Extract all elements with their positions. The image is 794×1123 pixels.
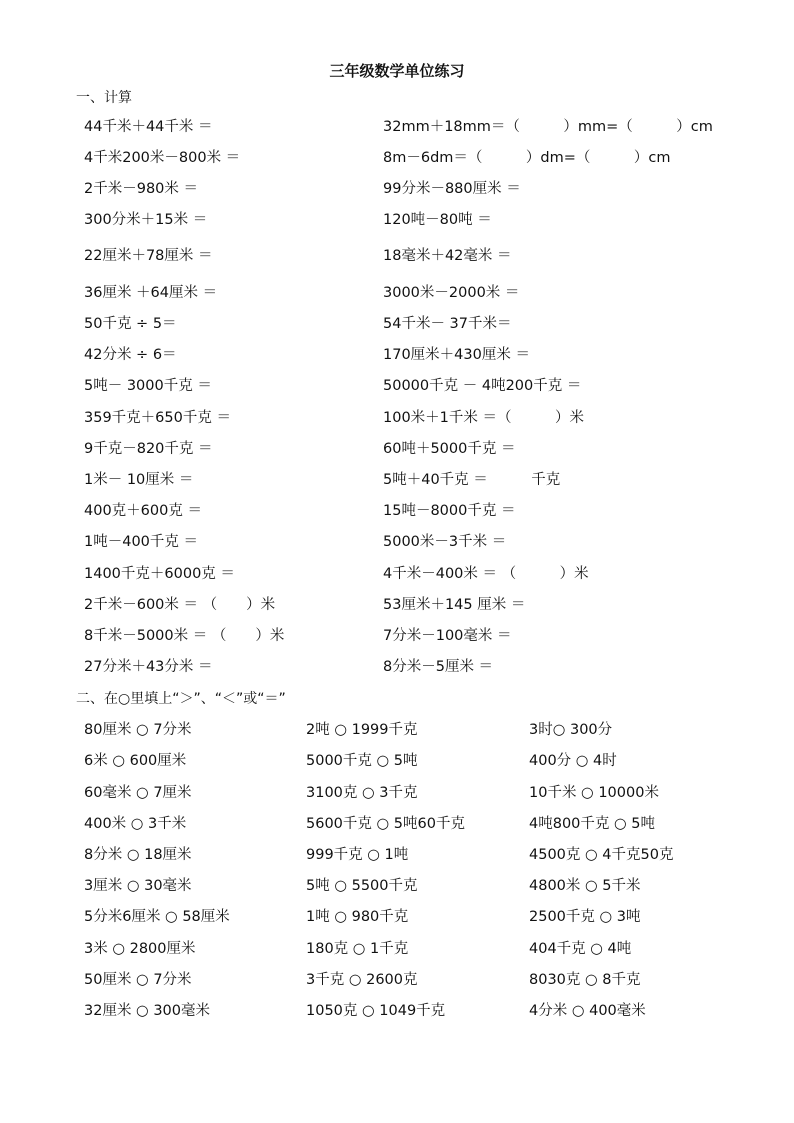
calc-row [0,469,794,491]
compare-item: 400米 ○ 3千米 [84,816,187,832]
compare-item: 50厘米 ○ 7分米 [84,972,192,988]
calc-row [0,531,794,553]
compare-row [0,1000,794,1022]
calc-problem-left: 36厘米 ＋64厘米 ＝ [84,285,218,301]
calc-problem-left: 359千克＋650千克 ＝ [84,410,231,426]
calc-problem-right: 99分米－880厘米 ＝ [383,181,521,197]
calc-row [0,563,794,585]
compare-row [0,719,794,741]
calc-problem-right: 32mm＋18mm＝（ ）mm=（ ）cm [383,119,713,135]
calc-problem-right: 54千米－ 37千米＝ [383,316,512,332]
calc-row [0,625,794,647]
calc-problem-right: 3000米－2000米 ＝ [383,285,520,301]
compare-item: 5000千克 ○ 5吨 [306,753,418,769]
calc-problem-right: 53厘米＋145 厘米 ＝ [383,597,526,613]
calc-problem-right: 5000米－3千米 ＝ [383,534,507,550]
compare-row [0,969,794,991]
calc-problem-left: 300分米＋15米 ＝ [84,212,208,228]
compare-row [0,750,794,772]
calc-problem-left: 1米－ 10厘米 ＝ [84,472,194,488]
compare-item: 4吨800千克 ○ 5吨 [529,816,655,832]
calc-row [0,282,794,304]
calc-problem-right: 170厘米＋430厘米 ＝ [383,347,530,363]
compare-item: 4分米 ○ 400毫米 [529,1003,646,1019]
compare-item: 4800米 ○ 5千米 [529,878,641,894]
calc-problem-right: 60吨＋5000千克 ＝ [383,441,516,457]
compare-item: 999千克 ○ 1吨 [306,847,409,863]
compare-row [0,875,794,897]
calc-row [0,245,794,267]
calc-problem-right: 50000千克 － 4吨200千克 ＝ [383,378,582,394]
compare-row [0,906,794,928]
section-2-heading: 二、在○里填上“＞”、“＜”或“＝” [76,691,286,707]
calc-row [0,438,794,460]
compare-item: 404千克 ○ 4吨 [529,941,632,957]
calc-problem-right: 4千米－400米 ＝ （ ）米 [383,566,589,582]
compare-row [0,782,794,804]
calc-problem-left: 27分米＋43分米 ＝ [84,659,213,675]
page-title: 三年级数学单位练习 [329,62,465,80]
calc-row [0,147,794,169]
calc-problem-left: 2千米－600米 ＝ （ ）米 [84,597,276,613]
calc-problem-left: 1400千克＋6000克 ＝ [84,566,235,582]
calc-problem-right: 5吨＋40千克 ＝ 千克 [383,472,561,488]
calc-row [0,500,794,522]
compare-item: 5分米6厘米 ○ 58厘米 [84,909,230,925]
compare-item: 10千米 ○ 10000米 [529,785,659,801]
compare-item: 180克 ○ 1千克 [306,941,409,957]
calc-row [0,594,794,616]
compare-item: 5600千克 ○ 5吨60千克 [306,816,465,832]
section-1-heading: 一、计算 [76,90,132,106]
compare-item: 3时○ 300分 [529,722,613,738]
calc-row [0,344,794,366]
compare-item: 8030克 ○ 8千克 [529,972,641,988]
compare-item: 1吨 ○ 980千克 [306,909,409,925]
calc-problem-left: 42分米 ÷ 6＝ [84,347,177,363]
calc-row [0,407,794,429]
compare-item: 80厘米 ○ 7分米 [84,722,192,738]
calc-problem-right: 100米＋1千米 ＝（ ）米 [383,410,585,426]
compare-item: 5吨 ○ 5500千克 [306,878,418,894]
compare-item: 8分米 ○ 18厘米 [84,847,192,863]
calc-problem-right: 8m－6dm＝（ ）dm=（ ）cm [383,150,671,166]
calc-problem-left: 400克＋600克 ＝ [84,503,202,519]
calc-row [0,209,794,231]
compare-item: 3厘米 ○ 30毫米 [84,878,192,894]
compare-item: 3米 ○ 2800厘米 [84,941,196,957]
compare-row [0,813,794,835]
calc-row [0,178,794,200]
compare-item: 2吨 ○ 1999千克 [306,722,418,738]
calc-problem-left: 50千克 ÷ 5＝ [84,316,177,332]
calc-problem-left: 5吨－ 3000千克 ＝ [84,378,212,394]
compare-row [0,844,794,866]
calc-problem-right: 15吨－8000千克 ＝ [383,503,516,519]
calc-row [0,656,794,678]
compare-item: 3千克 ○ 2600克 [306,972,418,988]
calc-row [0,313,794,335]
calc-problem-left: 2千米－980米 ＝ [84,181,199,197]
calc-problem-left: 22厘米＋78厘米 ＝ [84,248,213,264]
calc-problem-left: 1吨－400千克 ＝ [84,534,199,550]
compare-item: 6米 ○ 600厘米 [84,753,187,769]
compare-item: 2500千克 ○ 3吨 [529,909,641,925]
calc-problem-right: 18毫米＋42毫米 ＝ [383,248,512,264]
calc-problem-left: 8千米－5000米 ＝ （ ）米 [84,628,285,644]
calc-problem-left: 4千米200米－800米 ＝ [84,150,241,166]
compare-item: 3100克 ○ 3千克 [306,785,418,801]
compare-row [0,938,794,960]
calc-row [0,375,794,397]
calc-problem-right: 7分米－100毫米 ＝ [383,628,512,644]
calc-problem-left: 44千米＋44千米 ＝ [84,119,213,135]
calc-row [0,116,794,138]
calc-problem-right: 8分米－5厘米 ＝ [383,659,494,675]
compare-item: 32厘米 ○ 300毫米 [84,1003,210,1019]
compare-item: 60毫米 ○ 7厘米 [84,785,192,801]
compare-item: 4500克 ○ 4千克50克 [529,847,674,863]
compare-item: 400分 ○ 4时 [529,753,617,769]
compare-item: 1050克 ○ 1049千克 [306,1003,446,1019]
calc-problem-left: 9千克－820千克 ＝ [84,441,213,457]
calc-problem-right: 120吨－80吨 ＝ [383,212,492,228]
